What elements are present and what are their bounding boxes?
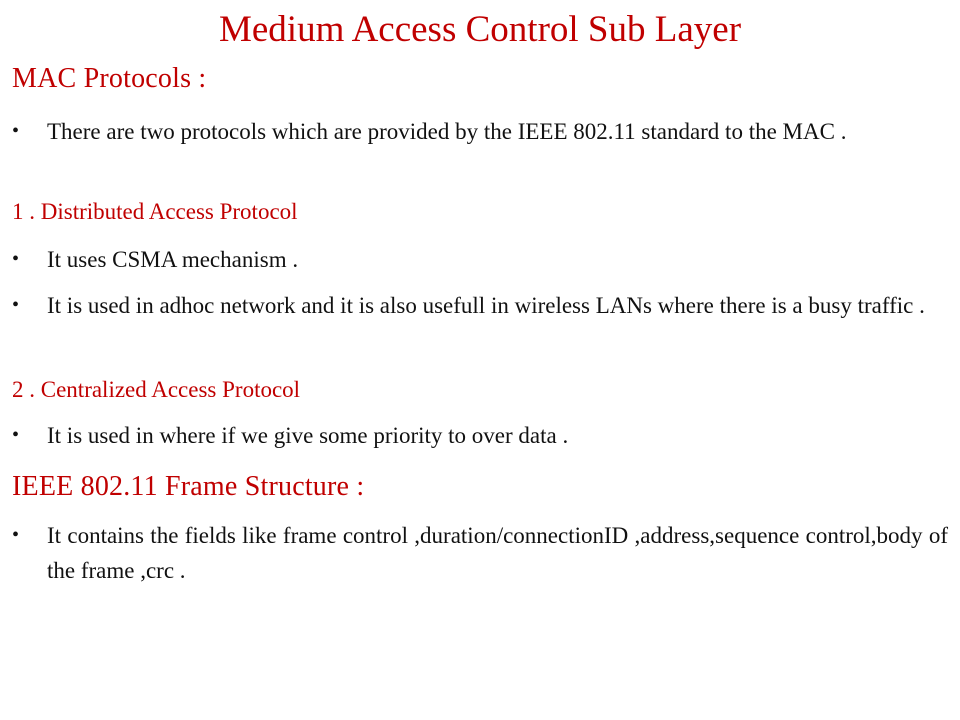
bullet-two-protocols <box>12 114 948 149</box>
subheading-centralized-access: 2 . Centralized Access Protocol <box>12 377 301 402</box>
bullet-frame-fields <box>12 518 948 588</box>
subheading-distributed-access: 1 . Distributed Access Protocol <box>12 199 298 224</box>
bullet-text: It uses CSMA mechanism . <box>47 247 299 272</box>
bullet-dot: • <box>12 120 20 142</box>
section-heading-mac-protocols: MAC Protocols : <box>12 63 207 94</box>
section-heading-frame-structure: IEEE 802.11 Frame Structure : <box>12 471 365 502</box>
bullet-text: It contains the fields like frame control ,duration/connectionID ,address,sequence control,body of the frame ,crc . <box>47 523 948 583</box>
bullet-dot: • <box>12 524 20 546</box>
bullet-csma <box>12 242 948 277</box>
bullet-dot: • <box>12 424 20 446</box>
bullet-text: There are two protocols which are provided by the IEEE 802.11 standard to the MAC . <box>47 119 847 144</box>
bullet-dot: • <box>12 248 20 270</box>
slide-title: Medium Access Control Sub Layer <box>218 9 742 50</box>
bullet-text: It is used in where if we give some priority to over data . <box>47 423 569 448</box>
bullet-text: It is used in adhoc network and it is also usefull in wireless LANs where there is a busy traffic . <box>47 293 925 318</box>
bullet-dot: • <box>12 294 20 316</box>
bullet-adhoc-network <box>12 288 948 323</box>
bullet-priority-data <box>12 418 948 453</box>
